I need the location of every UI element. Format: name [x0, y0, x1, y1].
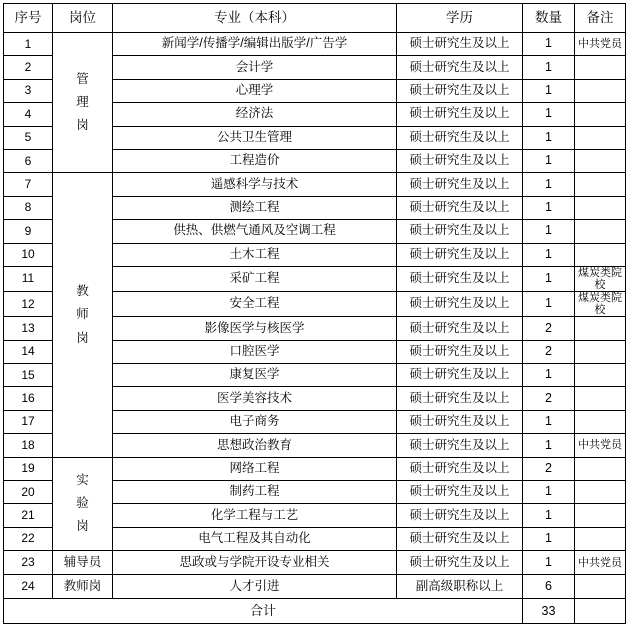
- cell-major: 采矿工程: [113, 266, 397, 291]
- total-remark: [575, 599, 626, 624]
- cell-major: 康复医学: [113, 364, 397, 387]
- cell-major: 思想政治教育: [113, 434, 397, 457]
- table-header-row: [4, 4, 626, 33]
- cell-quantity: 1: [523, 33, 575, 56]
- recruitment-table: [3, 3, 626, 624]
- cell-education: 硕士研究生及以上: [397, 220, 523, 243]
- cell-education: 副高级职称以上: [397, 575, 523, 599]
- cell-no: 23: [4, 551, 53, 575]
- cell-education: 硕士研究生及以上: [397, 33, 523, 56]
- cell-major: 电气工程及其自动化: [113, 527, 397, 550]
- post-label-line: 管: [76, 71, 89, 86]
- cell-major: 公共卫生管理: [113, 126, 397, 149]
- cell-major: 人才引进: [113, 575, 397, 599]
- post-label-line: 教师岗: [63, 579, 102, 594]
- cell-remark: [575, 575, 626, 599]
- cell-quantity: 1: [523, 243, 575, 266]
- cell-education: 硕士研究生及以上: [397, 527, 523, 550]
- cell-major: 思政或与学院开设专业相关: [113, 551, 397, 575]
- table-row: [4, 173, 626, 196]
- cell-major: 会计学: [113, 56, 397, 79]
- cell-major: 测绘工程: [113, 196, 397, 219]
- cell-quantity: 2: [523, 457, 575, 480]
- cell-remark: [575, 126, 626, 149]
- cell-major: 化学工程与工艺: [113, 504, 397, 527]
- cell-remark: [575, 340, 626, 363]
- cell-no: 5: [4, 126, 53, 149]
- cell-remark: 中共党员: [575, 33, 626, 56]
- cell-education: 硕士研究生及以上: [397, 292, 523, 317]
- cell-education: 硕士研究生及以上: [397, 457, 523, 480]
- cell-remark: [575, 410, 626, 433]
- cell-no: 19: [4, 457, 53, 480]
- cell-quantity: 1: [523, 56, 575, 79]
- cell-quantity: 1: [523, 126, 575, 149]
- table-row: [4, 33, 626, 56]
- cell-major: 安全工程: [113, 292, 397, 317]
- cell-education: 硕士研究生及以上: [397, 126, 523, 149]
- cell-no: 3: [4, 79, 53, 102]
- cell-no: 6: [4, 149, 53, 172]
- cell-quantity: 1: [523, 364, 575, 387]
- cell-education: 硕士研究生及以上: [397, 434, 523, 457]
- cell-no: 8: [4, 196, 53, 219]
- cell-remark: [575, 317, 626, 340]
- cell-no: 1: [4, 33, 53, 56]
- cell-no: 20: [4, 481, 53, 504]
- cell-major: 新闻学/传播学/编辑出版学/广告学: [113, 33, 397, 56]
- cell-no: 12: [4, 292, 53, 317]
- cell-quantity: 2: [523, 317, 575, 340]
- cell-quantity: 1: [523, 79, 575, 102]
- cell-education: 硕士研究生及以上: [397, 103, 523, 126]
- cell-education: 硕士研究生及以上: [397, 340, 523, 363]
- cell-education: 硕士研究生及以上: [397, 79, 523, 102]
- cell-remark: [575, 103, 626, 126]
- post-label-line: 岗: [76, 519, 89, 534]
- cell-quantity: 1: [523, 504, 575, 527]
- cell-no: 21: [4, 504, 53, 527]
- cell-education: 硕士研究生及以上: [397, 317, 523, 340]
- cell-education: 硕士研究生及以上: [397, 149, 523, 172]
- cell-quantity: 1: [523, 410, 575, 433]
- cell-quantity: 1: [523, 220, 575, 243]
- cell-major: 经济法: [113, 103, 397, 126]
- post-label-line: 岗: [76, 330, 89, 345]
- cell-no: 2: [4, 56, 53, 79]
- cell-quantity: 1: [523, 266, 575, 291]
- cell-major: 制药工程: [113, 481, 397, 504]
- cell-major: 工程造价: [113, 149, 397, 172]
- cell-no: 7: [4, 173, 53, 196]
- cell-education: 硕士研究生及以上: [397, 173, 523, 196]
- cell-education: 硕士研究生及以上: [397, 196, 523, 219]
- cell-no: 10: [4, 243, 53, 266]
- cell-remark: [575, 243, 626, 266]
- cell-post-group: [53, 33, 113, 173]
- table-row: [4, 575, 626, 599]
- cell-education: 硕士研究生及以上: [397, 243, 523, 266]
- column-header-edu: 学历: [397, 4, 523, 33]
- table-row: [4, 551, 626, 575]
- cell-remark: [575, 196, 626, 219]
- cell-no: 22: [4, 527, 53, 550]
- cell-quantity: 1: [523, 173, 575, 196]
- cell-education: 硕士研究生及以上: [397, 504, 523, 527]
- cell-education: 硕士研究生及以上: [397, 481, 523, 504]
- cell-no: 17: [4, 410, 53, 433]
- cell-no: 14: [4, 340, 53, 363]
- cell-remark: [575, 56, 626, 79]
- column-header-major: 专业（本科）: [113, 4, 397, 33]
- cell-remark: 中共党员: [575, 551, 626, 575]
- cell-remark: [575, 457, 626, 480]
- cell-remark: [575, 364, 626, 387]
- cell-quantity: 6: [523, 575, 575, 599]
- table-body: [4, 33, 626, 624]
- cell-remark: 中共党员: [575, 434, 626, 457]
- cell-remark: [575, 527, 626, 550]
- cell-post-group: [53, 457, 113, 551]
- cell-no: 4: [4, 103, 53, 126]
- cell-post-group: [53, 173, 113, 457]
- column-header-no: 序号: [4, 4, 53, 33]
- cell-education: 硕士研究生及以上: [397, 410, 523, 433]
- post-label-line: 实: [76, 473, 89, 488]
- cell-remark: [575, 504, 626, 527]
- cell-quantity: 1: [523, 551, 575, 575]
- cell-quantity: 1: [523, 103, 575, 126]
- post-label-line: 教: [76, 284, 89, 299]
- cell-no: 16: [4, 387, 53, 410]
- cell-education: 硕士研究生及以上: [397, 551, 523, 575]
- cell-education: 硕士研究生及以上: [397, 387, 523, 410]
- cell-remark: [575, 79, 626, 102]
- cell-quantity: 1: [523, 292, 575, 317]
- cell-no: 13: [4, 317, 53, 340]
- post-label-line: 岗: [76, 118, 89, 133]
- total-quantity: 33: [523, 599, 575, 624]
- cell-quantity: 1: [523, 527, 575, 550]
- cell-major: 心理学: [113, 79, 397, 102]
- cell-major: 供热、供燃气通风及空调工程: [113, 220, 397, 243]
- cell-quantity: 1: [523, 434, 575, 457]
- cell-no: 18: [4, 434, 53, 457]
- column-header-num: 数量: [523, 4, 575, 33]
- cell-remark: [575, 481, 626, 504]
- total-row: [4, 599, 626, 624]
- cell-post-group: [53, 575, 113, 599]
- cell-education: 硕士研究生及以上: [397, 266, 523, 291]
- cell-education: 硕士研究生及以上: [397, 56, 523, 79]
- total-label: 合计: [4, 599, 523, 624]
- cell-major: 口腔医学: [113, 340, 397, 363]
- cell-major: 影像医学与核医学: [113, 317, 397, 340]
- cell-quantity: 1: [523, 196, 575, 219]
- cell-major: 电子商务: [113, 410, 397, 433]
- cell-no: 11: [4, 266, 53, 291]
- post-label-line: 师: [76, 307, 89, 322]
- cell-major: 土木工程: [113, 243, 397, 266]
- cell-post-group: [53, 551, 113, 575]
- cell-education: 硕士研究生及以上: [397, 364, 523, 387]
- post-label-line: 辅导员: [63, 555, 102, 570]
- cell-major: 遥感科学与技术: [113, 173, 397, 196]
- cell-remark: [575, 173, 626, 196]
- cell-quantity: 1: [523, 149, 575, 172]
- table-header: [4, 4, 626, 33]
- column-header-post: 岗位: [53, 4, 113, 33]
- cell-quantity: 2: [523, 387, 575, 410]
- table-row: [4, 457, 626, 480]
- post-label-line: 理: [76, 95, 89, 110]
- cell-remark: [575, 149, 626, 172]
- cell-no: 24: [4, 575, 53, 599]
- column-header-remark: 备注: [575, 4, 626, 33]
- cell-remark: 煤炭类院校: [575, 292, 626, 317]
- cell-remark: [575, 220, 626, 243]
- cell-remark: 煤炭类院校: [575, 266, 626, 291]
- cell-remark: [575, 387, 626, 410]
- cell-no: 15: [4, 364, 53, 387]
- post-label-line: 验: [76, 496, 89, 511]
- cell-no: 9: [4, 220, 53, 243]
- cell-quantity: 1: [523, 481, 575, 504]
- cell-quantity: 2: [523, 340, 575, 363]
- cell-major: 网络工程: [113, 457, 397, 480]
- cell-major: 医学美容技术: [113, 387, 397, 410]
